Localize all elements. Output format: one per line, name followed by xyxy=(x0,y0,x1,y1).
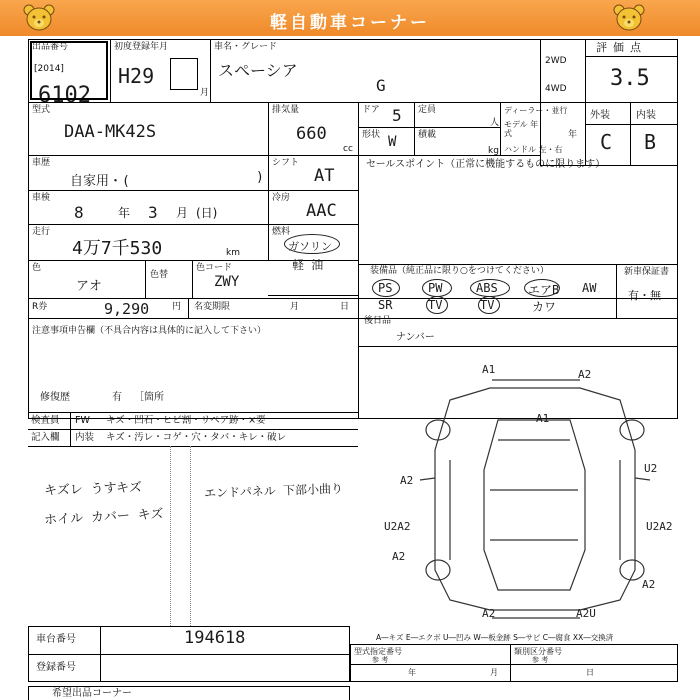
lot-box xyxy=(30,41,108,100)
damage-mark-a2-lower-left: A2 xyxy=(392,550,406,563)
damage-mark-u2-right: U2 xyxy=(644,462,658,475)
mileage-value: 4万7千530 xyxy=(72,238,163,259)
fuel-label: 燃料 xyxy=(272,227,291,237)
registration-month-box xyxy=(170,58,198,90)
fuel-gasoline: ガソリン xyxy=(288,240,332,253)
inspector-row-2: キズ・汚レ・コゲ・穴・タバ・キレ・破レ xyxy=(106,432,287,443)
dealer-model-year-label: モデル 年式 xyxy=(504,120,539,138)
bottom-month-label: 月 xyxy=(490,668,498,677)
color-value: アオ xyxy=(76,279,102,294)
capacity-load-unit: kg xyxy=(488,146,499,156)
inspector-label-2: 記入欄 xyxy=(31,432,60,443)
damage-legend: A―キズ E―エクボ U―凹み W―板金跡 S―サビ C―腐食 XX―交換済 xyxy=(376,633,614,642)
divider-dotted xyxy=(170,446,171,626)
history-close: ) xyxy=(256,170,264,185)
fuel-diesel: 軽 油 xyxy=(292,258,324,272)
recycle-label: R券 xyxy=(32,302,48,312)
equipment-pw-circle xyxy=(422,279,452,297)
inspection-year-unit: 年 xyxy=(118,206,131,220)
handwritten-note-2: ホイル カバー キズ xyxy=(43,506,164,529)
sales-point-label: セールスポイント（正常に機能するものに限ります） xyxy=(366,159,606,170)
dealer-handle-label: ハンドル 左・右 xyxy=(504,145,563,154)
model-value: DAA-MK42S xyxy=(64,122,157,142)
color-code-value: ZWY xyxy=(214,274,240,290)
capacity-label: 定員 xyxy=(418,105,437,115)
damage-mark-a1-hood: A1 xyxy=(536,412,550,425)
inspection-month-unit: 月 xyxy=(176,206,189,220)
repair-history-value: 有 xyxy=(112,392,122,403)
teddy-bear-logo-right xyxy=(612,3,646,33)
divider-dotted xyxy=(190,446,191,626)
dealer-year-unit: 年 xyxy=(568,130,578,140)
equipment-abs-circle xyxy=(470,279,510,297)
handwritten-note-3: エンドパネル 下部小曲り xyxy=(203,481,344,501)
equipment-tv2: TV xyxy=(480,298,495,312)
reg-number-label: 登録番号 xyxy=(36,662,76,673)
damage-mark-a1-front: A1 xyxy=(482,363,496,376)
equipment-leather: カワ xyxy=(532,300,557,314)
equipment-pw: PW xyxy=(428,281,443,295)
history-label: 車歴 xyxy=(32,158,51,168)
doors-value: 5 xyxy=(392,106,402,125)
equipment-airbag-circle xyxy=(524,279,560,297)
registration-era-year: H29 xyxy=(118,64,155,88)
repair-history-label: 修復歴 xyxy=(40,392,70,403)
chassis-value: 194618 xyxy=(184,628,246,648)
doors-shape-value: W xyxy=(388,134,397,150)
damage-mark-a2u-rear: A2U xyxy=(576,607,596,620)
recycle-unit: 円 xyxy=(172,302,182,312)
car-damage-diagram xyxy=(380,360,680,630)
footer-text: 希望出品コーナー xyxy=(52,688,132,699)
drive-2wd: 2WD xyxy=(545,56,567,66)
name-change-label: 名変期限 xyxy=(194,302,231,312)
damage-mark-u2a2-left: U2A2 xyxy=(384,520,411,533)
lot-label: 出品番号 xyxy=(32,42,69,52)
aircon-label: 冷房 xyxy=(272,193,291,203)
model-designation-ref: 参 考 xyxy=(372,656,389,664)
mileage-label: 走行 xyxy=(32,227,51,237)
registration-label: 初度登録年月 xyxy=(114,42,169,52)
bottom-year-label: 年 xyxy=(408,668,416,677)
equipment-sr: SR xyxy=(378,298,393,312)
category-label: 類別区分番号 xyxy=(514,647,562,656)
name-change-month-unit: 月 xyxy=(290,302,300,312)
dealer-label: ディーラー・並行 xyxy=(504,106,568,115)
model-designation-label: 型式指定番号 xyxy=(354,647,402,656)
color-change-label: 色替 xyxy=(150,270,169,280)
score-exterior-value: C xyxy=(600,130,613,154)
score-value: 3.5 xyxy=(610,66,650,91)
equipment-ps: PS xyxy=(378,281,393,295)
inspector-naiso: 内装 xyxy=(75,432,95,443)
equipment-airbag: エアB xyxy=(528,283,560,297)
header-bar xyxy=(0,0,700,36)
damage-mark-u2a2-right: U2A2 xyxy=(646,520,673,533)
doors-shape-label: 形状 xyxy=(362,130,381,140)
rear-label: 後日品 xyxy=(364,316,392,326)
color-label: 色 xyxy=(32,263,42,273)
lot-number: 6102 xyxy=(38,83,91,108)
shift-label: シフト xyxy=(272,158,300,168)
inspector-label-1: 検査員 xyxy=(31,415,60,426)
score-exterior-label: 外装 xyxy=(590,110,610,121)
bottom-day-label: 日 xyxy=(586,668,594,677)
drive-4wd: 4WD xyxy=(545,84,567,94)
equipment-aw: AW xyxy=(582,281,597,295)
inspector-row-1: キズ・凹石・ヒビ割・リペア跡・×要 xyxy=(106,415,266,426)
damage-mark-a2-rear: A2 xyxy=(482,607,496,620)
doors-label: ドア xyxy=(362,105,380,115)
equipment-ps-circle xyxy=(372,279,400,297)
score-label: 評価点 xyxy=(596,41,647,54)
lot-year-tag: [2014] xyxy=(34,64,64,74)
displacement-label: 排気量 xyxy=(272,105,300,115)
displacement-value: 660 xyxy=(296,124,327,144)
name-change-day-unit: 日 xyxy=(340,302,350,312)
score-interior-label: 内装 xyxy=(636,110,656,121)
inspector-fw: FW xyxy=(75,415,90,426)
damage-mark-a2-left: A2 xyxy=(400,474,414,487)
fuel-selected-circle xyxy=(284,234,340,254)
equipment-tv1-circle xyxy=(426,296,448,314)
capacity-load-label: 積載 xyxy=(418,130,437,140)
notes-label: 注意事項申告欄（不具合内容は具体的に記入して下さい） xyxy=(32,326,267,336)
handwritten-note-1: キズレ うすキズ xyxy=(43,480,143,499)
equipment-tv1: TV xyxy=(428,298,443,312)
chassis-label: 車台番号 xyxy=(36,634,76,645)
color-code-label: 色コード xyxy=(196,263,233,273)
car-grade-value: G xyxy=(376,76,386,95)
inspection-day-paren: (日) xyxy=(196,206,218,220)
shift-value: AT xyxy=(314,166,335,186)
car-name-label: 車名・グレード xyxy=(214,42,278,52)
registration-month-unit: 月 xyxy=(200,88,210,98)
rear-number-plate: ナンバー xyxy=(396,332,435,343)
warranty-label: 新車保証書 xyxy=(624,267,670,277)
equipment-abs: ABS xyxy=(476,281,498,295)
repair-history-location: ［箇所 xyxy=(134,392,164,403)
damage-mark-a2-front: A2 xyxy=(578,368,592,381)
history-value: 自家用・( xyxy=(70,174,130,189)
recycle-value: 9,290 xyxy=(104,300,150,318)
equipment-tv2-circle xyxy=(478,296,500,314)
displacement-unit: cc xyxy=(343,144,353,154)
capacity-unit: 人 xyxy=(490,118,500,128)
score-interior-value: B xyxy=(644,130,657,154)
inspection-label: 車検 xyxy=(32,193,51,203)
inspection-year: 8 xyxy=(74,203,84,222)
damage-mark-a2-rear-right: A2 xyxy=(642,578,656,591)
model-label: 型式 xyxy=(32,105,51,115)
equipment-label: 装備品（純正品に限り○をつけてください） xyxy=(370,266,549,276)
mileage-unit: km xyxy=(226,248,240,258)
inspection-month: 3 xyxy=(148,203,158,222)
header-title: 軽自動車コーナー xyxy=(270,13,430,33)
warranty-value: 有・無 xyxy=(628,289,661,302)
category-ref: 参 考 xyxy=(532,656,549,664)
aircon-value: AAC xyxy=(306,201,337,221)
car-name-value: スペーシア xyxy=(218,61,298,80)
